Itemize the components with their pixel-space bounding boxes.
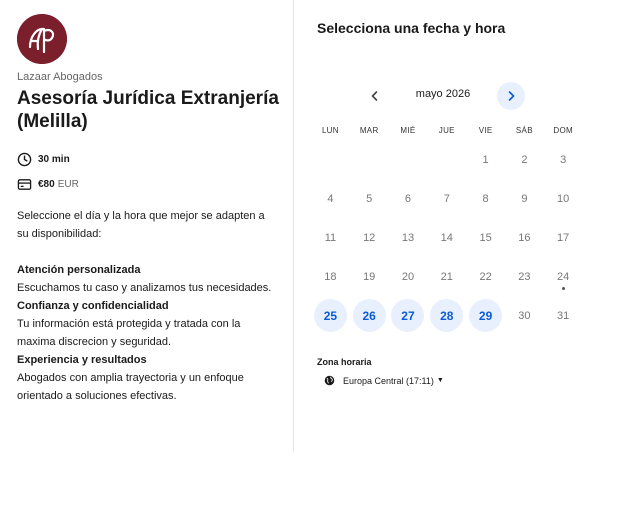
month-navigation [295,82,627,110]
calendar-day-number: 11 [324,231,337,244]
description-intro: Seleccione el día y la hora que mejor se adapten a su disponibilidad: [17,210,265,240]
weekday-label: DOM [553,126,573,135]
globe-icon [324,375,335,386]
calendar-day-number: 26 [353,299,386,332]
next-month-button[interactable] [497,82,525,110]
calendar-day [427,257,466,296]
timezone-selector[interactable] [324,375,444,386]
calendar-week [311,140,583,179]
weekday-label: JUE [438,126,455,135]
calendar-day-number: 29 [469,299,502,332]
calendar-day-number: 12 [363,231,376,244]
calendar-week [311,296,583,335]
duration-row [17,152,70,167]
calendar-day-number: 14 [440,231,453,244]
calendar-day-number: 6 [404,192,412,205]
calendar-day [505,140,544,179]
calendar-day-number: 18 [324,270,337,283]
calendar-day [427,179,466,218]
calendar-day [389,257,428,296]
calendar-day-number: 2 [521,153,528,166]
calendar-day [544,179,583,218]
event-description [17,207,279,405]
weekday-header [311,126,583,135]
calendar-day-available[interactable] [466,296,505,335]
calendar-day [466,218,505,257]
calendar-day [389,179,428,218]
weekday-label: MAR [359,126,379,135]
timezone-label: Zona horaria [317,357,372,367]
calendar-week [311,218,583,257]
section-heading: Confianza y confidencialidad [17,300,169,312]
credit-card-icon [17,177,32,192]
timezone-value: Europa Central (17:11) [343,375,434,386]
section-heading: Atención personalizada [17,264,141,276]
calendar-day [311,218,350,257]
calendar-day [389,218,428,257]
date-picker-panel [295,0,627,452]
weekday-label: MIÉ [400,126,416,135]
price-row [17,177,79,192]
calendar-day [544,140,583,179]
calendar-day-number: 4 [327,192,334,205]
calendar-day-number: 23 [518,270,531,283]
calendar-day-number: 5 [366,192,373,205]
clock-icon [17,152,32,167]
chevron-right-icon [505,90,517,102]
calendar-day [505,296,544,335]
weekday-label: SÁB [515,126,533,135]
section-text: Escuchamos tu caso y analizamos tus necesidades. [17,282,272,294]
calendar-day-number: 31 [557,309,570,322]
calendar-day [427,218,466,257]
calendar-day-available[interactable] [311,296,350,335]
price-currency: EUR [57,179,79,190]
calendar-day [311,257,350,296]
calendar-title: Selecciona una fecha y hora [317,20,506,36]
event-title: Asesoría Jurídica Extranjería (Melilla) [17,88,279,132]
section-heading: Experiencia y resultados [17,354,147,366]
calendar-day-number: 8 [482,192,489,205]
calendar-day-number: 24 [557,270,570,283]
calendar-day-number: 10 [557,192,570,205]
calendar-day-number: 25 [314,299,347,332]
weekday-label: VIE [478,126,493,135]
calendar-day [505,257,544,296]
calendar-day [466,140,505,179]
calendar-day-number: 13 [401,231,415,244]
calendar-day-number: 22 [479,270,492,283]
month-label: mayo 2026 [415,88,471,100]
weekday-label: LUN [321,126,339,135]
calendar-day-number: 28 [430,299,463,332]
calendar-day-number: 3 [560,153,567,166]
event-details-panel [0,0,294,452]
calendar-day-number: 7 [443,192,450,205]
calendar-day-number: 30 [518,309,531,322]
calendar-day [350,179,389,218]
price-amount: €80 [38,179,55,190]
calendar-week [311,179,583,218]
calendar-day [350,218,389,257]
caret-down-icon: ▼ [436,377,444,384]
organization-name: Lazaar Abogados [17,71,103,83]
calendar-day-available[interactable] [389,296,428,335]
calendar-grid [311,140,583,335]
chevron-left-icon [369,90,381,102]
calendar-day-number: 27 [391,299,424,332]
calendar-day [544,257,583,296]
calendar-day-number: 9 [521,192,528,205]
calendar-day [466,179,505,218]
section-text: Tu información está protegida y tratada con la maxima discrecion y seguridad. [17,318,241,348]
calendar-day [466,257,505,296]
calendar-day-number: 21 [440,270,453,283]
calendar-day-available[interactable] [427,296,466,335]
calendar-day-number: 20 [401,270,415,283]
calendar-day-number: 19 [363,270,376,283]
section-text: Abogados con amplia trayectoria y un enfoque orientado a soluciones efectivas. [17,372,244,402]
previous-month-button[interactable] [361,82,389,110]
calendar-week [311,257,583,296]
calendar-day [311,179,350,218]
calendar-day [505,179,544,218]
calendar-day [544,218,583,257]
calendar-day [544,296,583,335]
calendar-day-number: 16 [518,231,531,244]
ap-monogram-logo-icon [17,14,67,64]
calendar-day [505,218,544,257]
today-indicator-icon [562,287,565,290]
calendar-day-number: 17 [557,231,570,244]
calendar-day-number: 1 [482,153,489,166]
calendar-day-available[interactable] [350,296,389,335]
calendar-day-number: 15 [479,231,492,244]
duration-text: 30 min [38,154,70,165]
calendar-day [350,257,389,296]
